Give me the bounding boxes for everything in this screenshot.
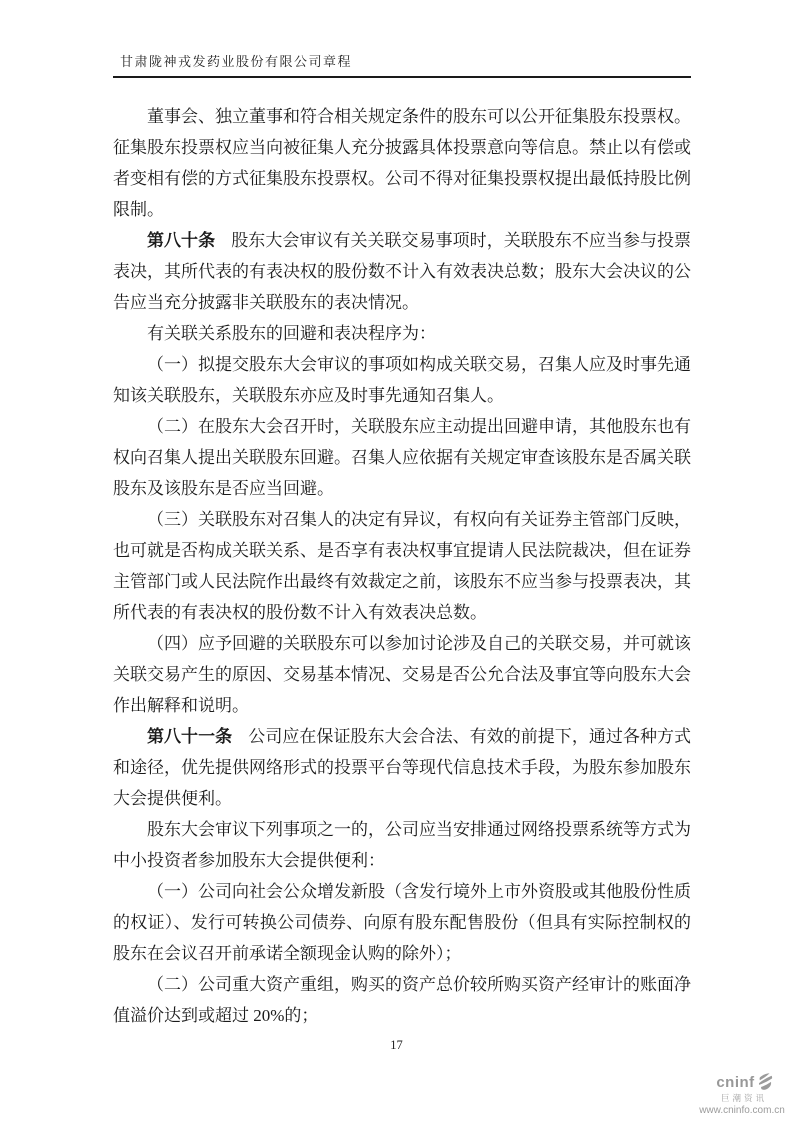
document-header-title: 甘肃陇神戎发药业股份有限公司章程 — [120, 54, 353, 69]
paragraph-text: （一）拟提交股东大会审议的事项如构成关联交易，召集人应及时事先通知该关联股东，关联股东亦应及时事先通知召集人。 — [113, 355, 691, 405]
paragraph-text: 股东大会审议有关关联交易事项时，关联股东不应当参与投票表决，其所代表的有表决权的股份数不计入有效表决总数；股东大会决议的公告应当充分披露非关联股东的表决情况。 — [113, 231, 692, 312]
cninfo-swirl-icon — [756, 1072, 776, 1092]
paragraph-text: 公司应在保证股东大会合法、有效的前提下，通过各种方式和途径，优先提供网络形式的投票平台等现代信息技术手段，为股东参加股东大会提供便利。 — [113, 727, 692, 808]
header-rule-line — [113, 76, 691, 78]
paragraph-text: （二）在股东大会召开时，关联股东应主动提出回避申请，其他股东也有权向召集人提出关联股东回避。召集人应依据有关规定审查该股东是否属关联股东及该股东是否应当回避。 — [113, 417, 691, 498]
paragraph — [113, 721, 691, 814]
document-body — [113, 101, 691, 1031]
paragraph-text: （一）公司向社会公众增发新股（含发行境外上市外资股或其他股份性质的权证）、发行可转换公司债券、向原有股东配售股份（但具有实际控制权的股东在会议召开前承诺全额现金认购的除外）； — [113, 882, 691, 963]
paragraph-text: （四）应予回避的关联股东可以参加讨论涉及自己的关联交易，并可就该关联交易产生的原因、交易基本情况、交易是否公允合法及事宜等向股东大会作出解释和说明。 — [113, 634, 691, 715]
paragraph — [113, 504, 691, 628]
paragraph-text: 股东大会审议下列事项之一的，公司应当安排通过网络投票系统等方式为中小投资者参加股东大会提供便利： — [113, 820, 691, 870]
paragraph — [113, 225, 691, 318]
paragraph — [113, 101, 691, 225]
paragraph — [113, 969, 691, 1031]
article-number: 第八十一条 — [147, 727, 233, 746]
page-number: 17 — [390, 1038, 403, 1052]
paragraph — [113, 411, 691, 504]
paragraph-text: 董事会、独立董事和符合相关规定条件的股东可以公开征集股东投票权。征集股东投票权应当向被征集人充分披露具体投票意向等信息。禁止以有偿或者变相有偿的方式征集股东投票权。公司不得对征集投票权提出最低持股比例限制。 — [113, 107, 691, 219]
paragraph — [113, 349, 691, 411]
cninfo-website: www.cninfo.com.cn — [699, 1104, 785, 1116]
paragraph-text: （二）公司重大资产重组，购买的资产总价较所购买资产经审计的账面净值溢价达到或超过 20%的； — [113, 975, 691, 1025]
cninfo-brand-text: cninf — [716, 1073, 755, 1091]
article-number: 第八十条 — [147, 231, 216, 250]
cninfo-brand-row — [696, 1072, 788, 1092]
paragraph — [113, 628, 691, 721]
paragraph-text: 有关联关系股东的回避和表决程序为： — [147, 324, 436, 343]
paragraph — [113, 318, 691, 349]
paragraph — [113, 876, 691, 969]
cninfo-logo — [696, 1072, 788, 1116]
paragraph — [113, 814, 691, 876]
cninfo-brand-chinese: 巨潮资讯 — [720, 1093, 767, 1103]
paragraph-text: （三）关联股东对召集人的决定有异议，有权向有关证券主管部门反映，也可就是否构成关联关系、是否享有表决权事宜提请人民法院裁决，但在证券主管部门或人民法院作出最终有效裁定之前，该股东不应当参与投票表决，其所代表的有表决权的股份数不计入有效表决总数。 — [113, 510, 691, 622]
